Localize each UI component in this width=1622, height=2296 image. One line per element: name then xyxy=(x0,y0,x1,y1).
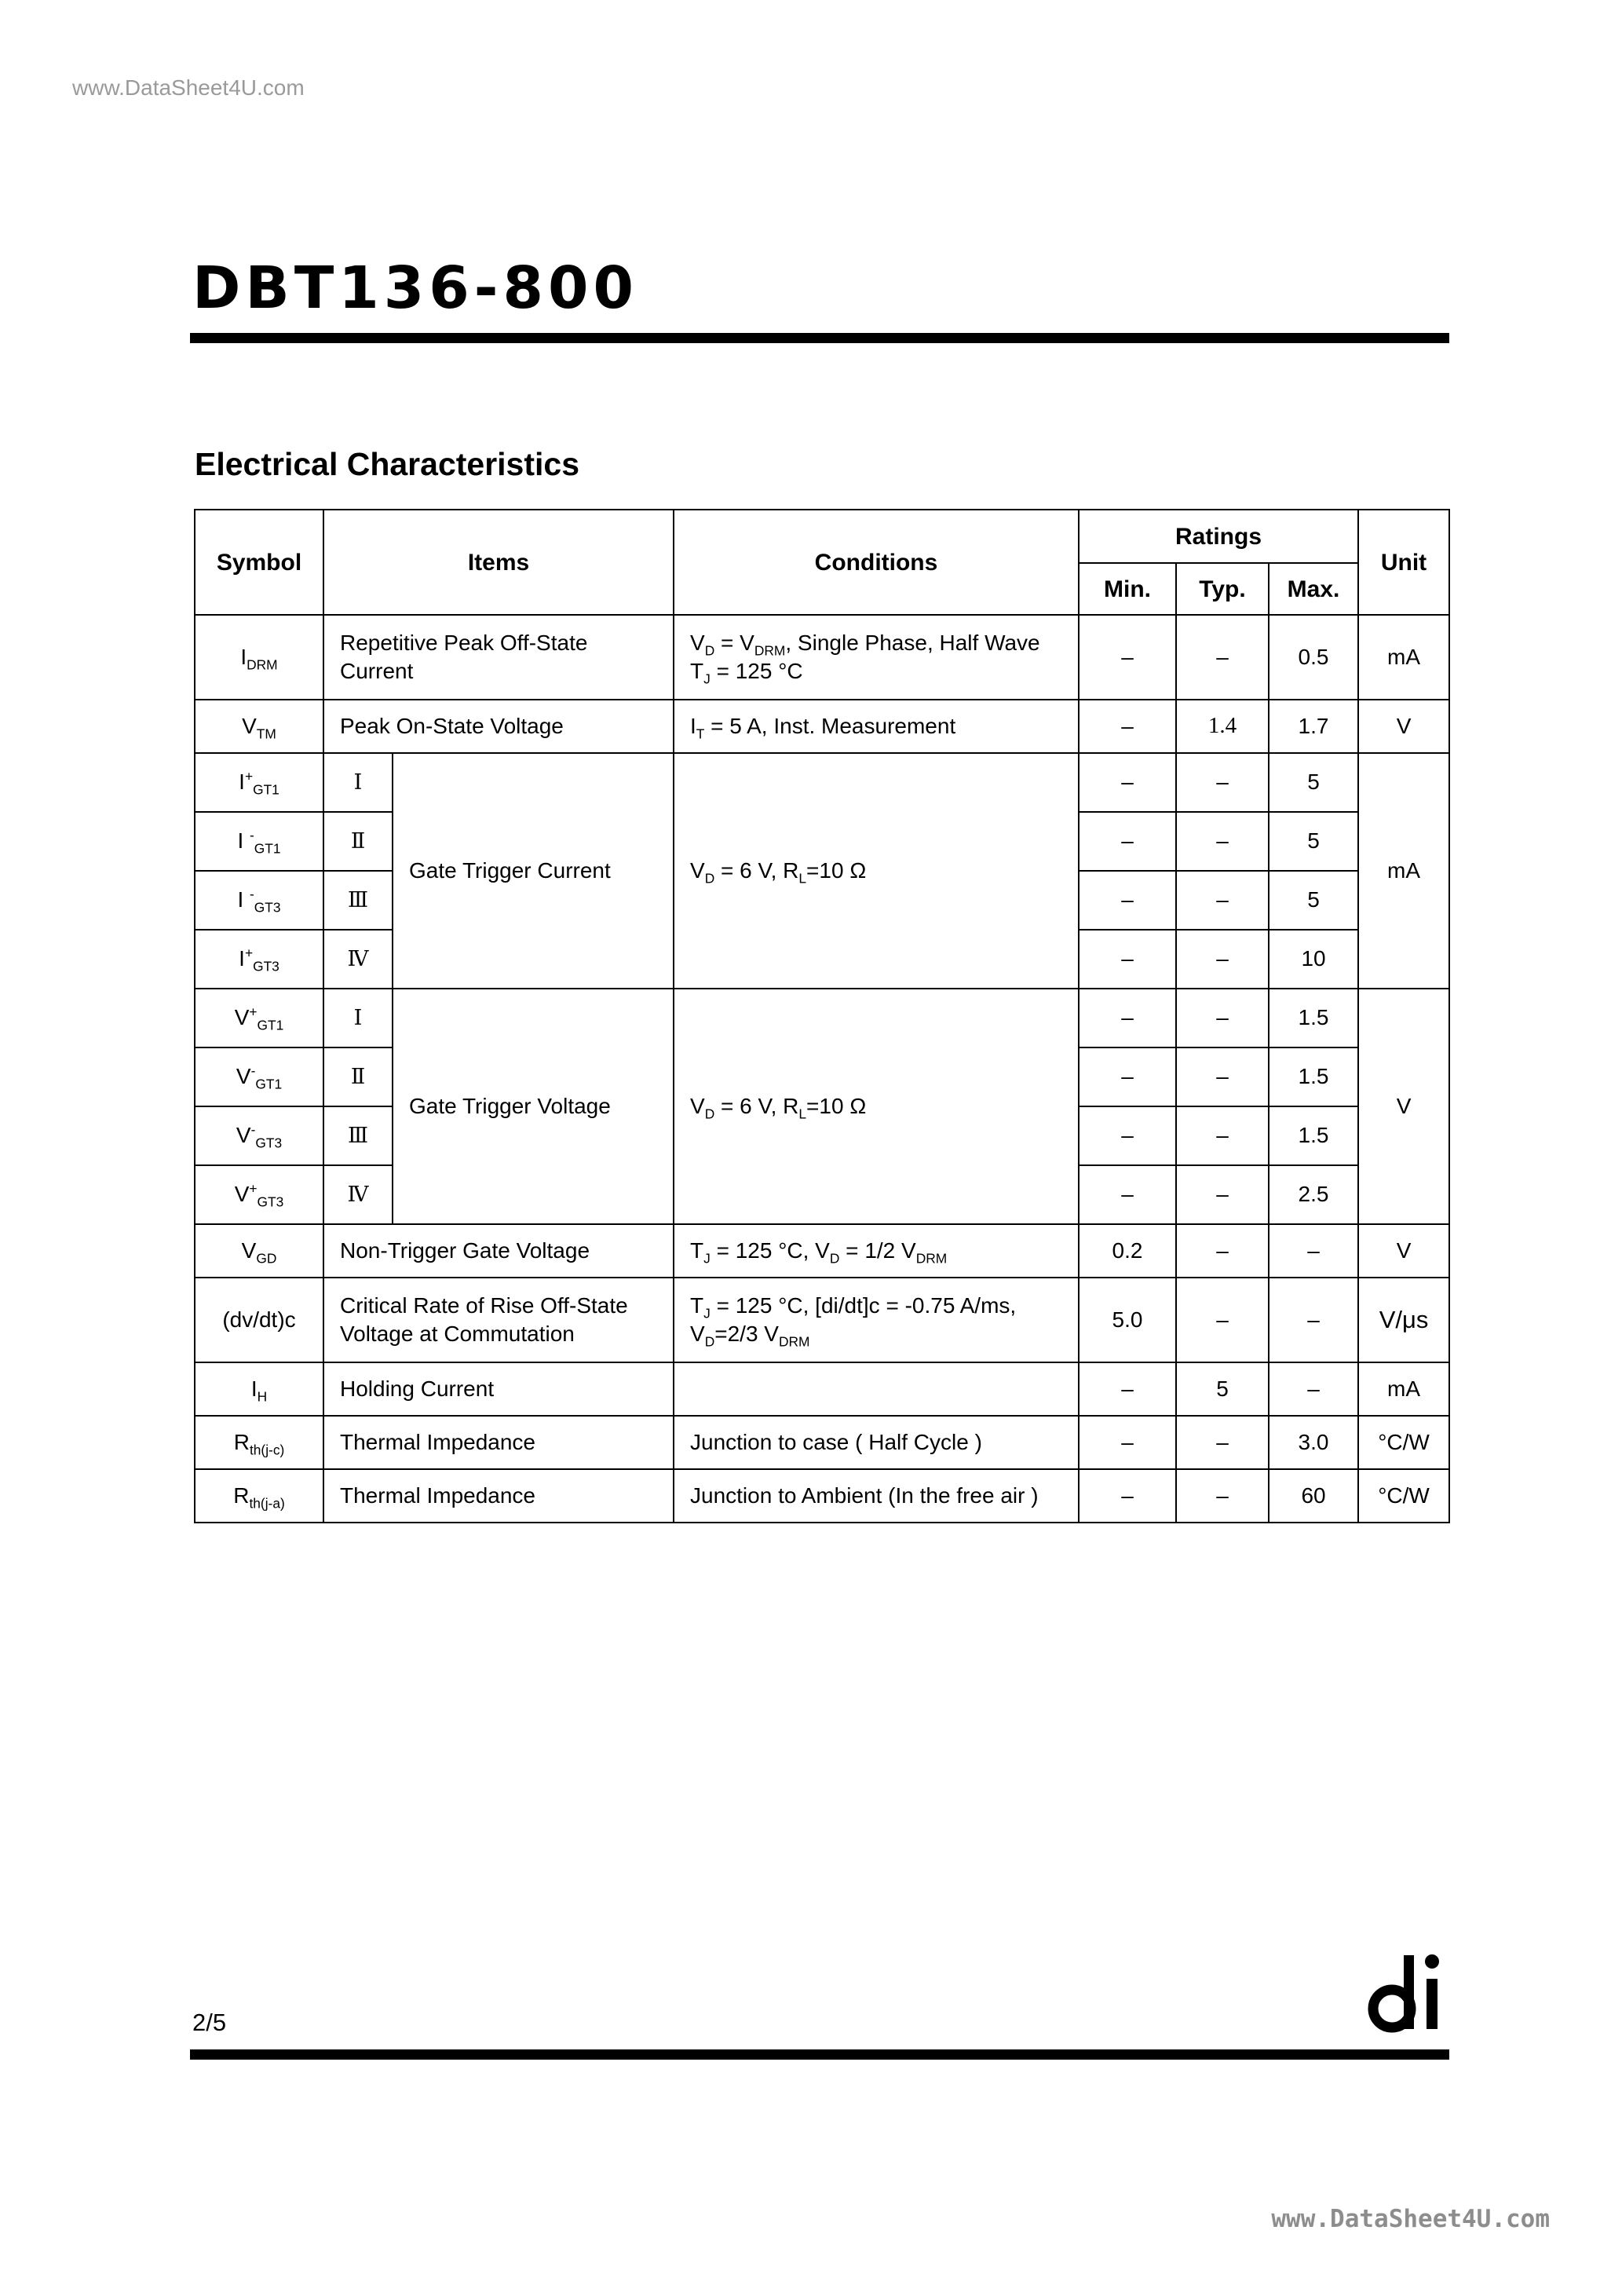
condition-cell: $V_D = 6$ V, $R_L=10$ Ω xyxy=(674,989,1079,1224)
typ-cell: – xyxy=(1176,871,1269,930)
table-row-idrm xyxy=(195,615,1449,700)
min-cell: – xyxy=(1079,1416,1176,1469)
typ-cell: – xyxy=(1176,930,1269,989)
typ-cell: – xyxy=(1176,753,1269,812)
electrical-characteristics-table xyxy=(194,509,1450,1523)
condition-cell: $V_D = 6$ V, $R_L=10$ Ω xyxy=(674,753,1079,989)
item-cell: Non-Trigger Gate Voltage xyxy=(323,1224,674,1278)
quadrant-cell: Ⅰ xyxy=(323,753,393,812)
table-row-rth-jc xyxy=(195,1416,1449,1469)
condition-cell: Junction to Ambient (In the free air ) xyxy=(674,1469,1079,1523)
watermark-top: www.DataSheet4U.com xyxy=(72,75,305,100)
quadrant-cell: Ⅲ xyxy=(323,1106,393,1165)
max-cell: – xyxy=(1269,1278,1358,1362)
symbol-cell: $V^+_{GT1}$ xyxy=(195,989,323,1047)
unit-cell: mA xyxy=(1358,753,1449,989)
page-number: 2/5 xyxy=(192,2009,227,2036)
unit-cell: V xyxy=(1358,1224,1449,1278)
condition-cell: $T_J = 125$ °C, [di/dt]c = -0.75 A/ms, $V_D=2/3$ $V_{DRM}$ xyxy=(674,1278,1079,1362)
symbol-cell: $V^-_{GT3}$ xyxy=(195,1106,323,1165)
min-cell: 5.0 xyxy=(1079,1278,1176,1362)
max-cell: 1.5 xyxy=(1269,989,1358,1047)
typ-cell: – xyxy=(1176,1469,1269,1523)
min-cell: – xyxy=(1079,615,1176,700)
unit-cell: °C/W xyxy=(1358,1469,1449,1523)
symbol-cell: $V_{GD}$ xyxy=(195,1224,323,1278)
header-conditions: Conditions xyxy=(674,510,1079,615)
item-cell: Holding Current xyxy=(323,1362,674,1416)
quadrant-cell: Ⅳ xyxy=(323,1165,393,1224)
header-symbol: Symbol xyxy=(195,510,323,615)
header-unit: Unit xyxy=(1358,510,1449,615)
max-cell: 1.5 xyxy=(1269,1106,1358,1165)
item-cell: Critical Rate of Rise Off-State Voltage at Commutation xyxy=(323,1278,674,1362)
max-cell: 0.5 xyxy=(1269,615,1358,700)
min-cell: – xyxy=(1079,812,1176,871)
min-cell: – xyxy=(1079,700,1176,753)
quadrant-cell: Ⅰ xyxy=(323,989,393,1047)
max-cell: – xyxy=(1269,1362,1358,1416)
item-cell: Gate Trigger Current xyxy=(393,753,674,989)
table-row-vgt1-plus xyxy=(195,989,1449,1047)
typ-cell: 5 xyxy=(1176,1362,1269,1416)
header-typ: Typ. xyxy=(1176,563,1269,615)
item-cell: Thermal Impedance xyxy=(323,1469,674,1523)
symbol-cell: $I^+_{GT3}$ xyxy=(195,930,323,989)
min-cell: – xyxy=(1079,871,1176,930)
condition-cell: $I_T = 5$ A, Inst. Measurement xyxy=(674,700,1079,753)
symbol-cell: $R_{th(j-a)}$ xyxy=(195,1469,323,1523)
typ-cell: – xyxy=(1176,812,1269,871)
max-cell: 5 xyxy=(1269,812,1358,871)
item-cell: Gate Trigger Voltage xyxy=(393,989,674,1224)
table-row-rth-ja xyxy=(195,1469,1449,1523)
table-header-row xyxy=(195,510,1449,563)
item-cell: Thermal Impedance xyxy=(323,1416,674,1469)
section-title: Electrical Characteristics xyxy=(195,446,579,482)
max-cell: 60 xyxy=(1269,1469,1358,1523)
min-cell: – xyxy=(1079,1362,1176,1416)
condition-cell: $T_J = 125$ °C, $V_D = 1/2$ $V_{DRM}$ xyxy=(674,1224,1079,1278)
max-cell: 3.0 xyxy=(1269,1416,1358,1469)
min-cell: – xyxy=(1079,1165,1176,1224)
item-cell: Peak On-State Voltage xyxy=(323,700,674,753)
page-title: DBT136-800 xyxy=(192,254,638,322)
symbol-cell: I -$_{GT1}$ xyxy=(195,812,323,871)
max-cell: 5 xyxy=(1269,871,1358,930)
symbol-cell: (dv/dt)c xyxy=(195,1278,323,1362)
max-cell: 2.5 xyxy=(1269,1165,1358,1224)
header-ratings: Ratings xyxy=(1079,510,1358,563)
condition-cell: Junction to case ( Half Cycle ) xyxy=(674,1416,1079,1469)
typ-cell: 1.4 xyxy=(1176,700,1269,753)
footer-rule xyxy=(190,2049,1449,2060)
table-row-vtm xyxy=(195,700,1449,753)
header-rule xyxy=(190,333,1449,343)
quadrant-cell: Ⅲ xyxy=(323,871,393,930)
min-cell: – xyxy=(1079,930,1176,989)
table-row-ih xyxy=(195,1362,1449,1416)
unit-cell: V/μs xyxy=(1358,1278,1449,1362)
unit-cell: mA xyxy=(1358,1362,1449,1416)
unit-cell: °C/W xyxy=(1358,1416,1449,1469)
typ-cell: – xyxy=(1176,989,1269,1047)
min-cell: – xyxy=(1079,753,1176,812)
min-cell: – xyxy=(1079,989,1176,1047)
typ-cell: – xyxy=(1176,1165,1269,1224)
max-cell: – xyxy=(1269,1224,1358,1278)
unit-cell: V xyxy=(1358,700,1449,753)
header-max: Max. xyxy=(1269,563,1358,615)
quadrant-cell: Ⅳ xyxy=(323,930,393,989)
watermark-bottom: www.DataSheet4U.com xyxy=(1271,2205,1550,2233)
header-items: Items xyxy=(323,510,674,615)
max-cell: 5 xyxy=(1269,753,1358,812)
quadrant-cell: Ⅱ xyxy=(323,812,393,871)
symbol-cell: $R_{th(j-c)}$ xyxy=(195,1416,323,1469)
unit-cell: mA xyxy=(1358,615,1449,700)
typ-cell: – xyxy=(1176,1106,1269,1165)
typ-cell: – xyxy=(1176,615,1269,700)
di-logo-icon xyxy=(1366,1951,1445,2038)
symbol-cell: $I_{DRM}$ xyxy=(195,615,323,700)
symbol-cell: $V_{TM}$ xyxy=(195,700,323,753)
min-cell: – xyxy=(1079,1106,1176,1165)
header-min: Min. xyxy=(1079,563,1176,615)
typ-cell: – xyxy=(1176,1224,1269,1278)
condition-cell: $V_D = V_{DRM}$, Single Phase, Half Wave $T_J = 125$ °C xyxy=(674,615,1079,700)
symbol-cell: $I_H$ xyxy=(195,1362,323,1416)
max-cell: 1.5 xyxy=(1269,1047,1358,1106)
condition-cell xyxy=(674,1362,1079,1416)
symbol-cell: $V^+_{GT3}$ xyxy=(195,1165,323,1224)
table-row-igt1-plus xyxy=(195,753,1449,812)
symbol-cell: $V^-_{GT1}$ xyxy=(195,1047,323,1106)
table-row-dvdt xyxy=(195,1278,1449,1362)
min-cell: 0.2 xyxy=(1079,1224,1176,1278)
quadrant-cell: Ⅱ xyxy=(323,1047,393,1106)
typ-cell: – xyxy=(1176,1047,1269,1106)
min-cell: – xyxy=(1079,1469,1176,1523)
table-row-vgd xyxy=(195,1224,1449,1278)
min-cell: – xyxy=(1079,1047,1176,1106)
unit-cell: V xyxy=(1358,989,1449,1224)
max-cell: 1.7 xyxy=(1269,700,1358,753)
symbol-cell: I -$_{GT3}$ xyxy=(195,871,323,930)
max-cell: 10 xyxy=(1269,930,1358,989)
item-cell: Repetitive Peak Off-State Current xyxy=(323,615,674,700)
typ-cell: – xyxy=(1176,1278,1269,1362)
typ-cell: – xyxy=(1176,1416,1269,1469)
symbol-cell: $I^+_{GT1}$ xyxy=(195,753,323,812)
